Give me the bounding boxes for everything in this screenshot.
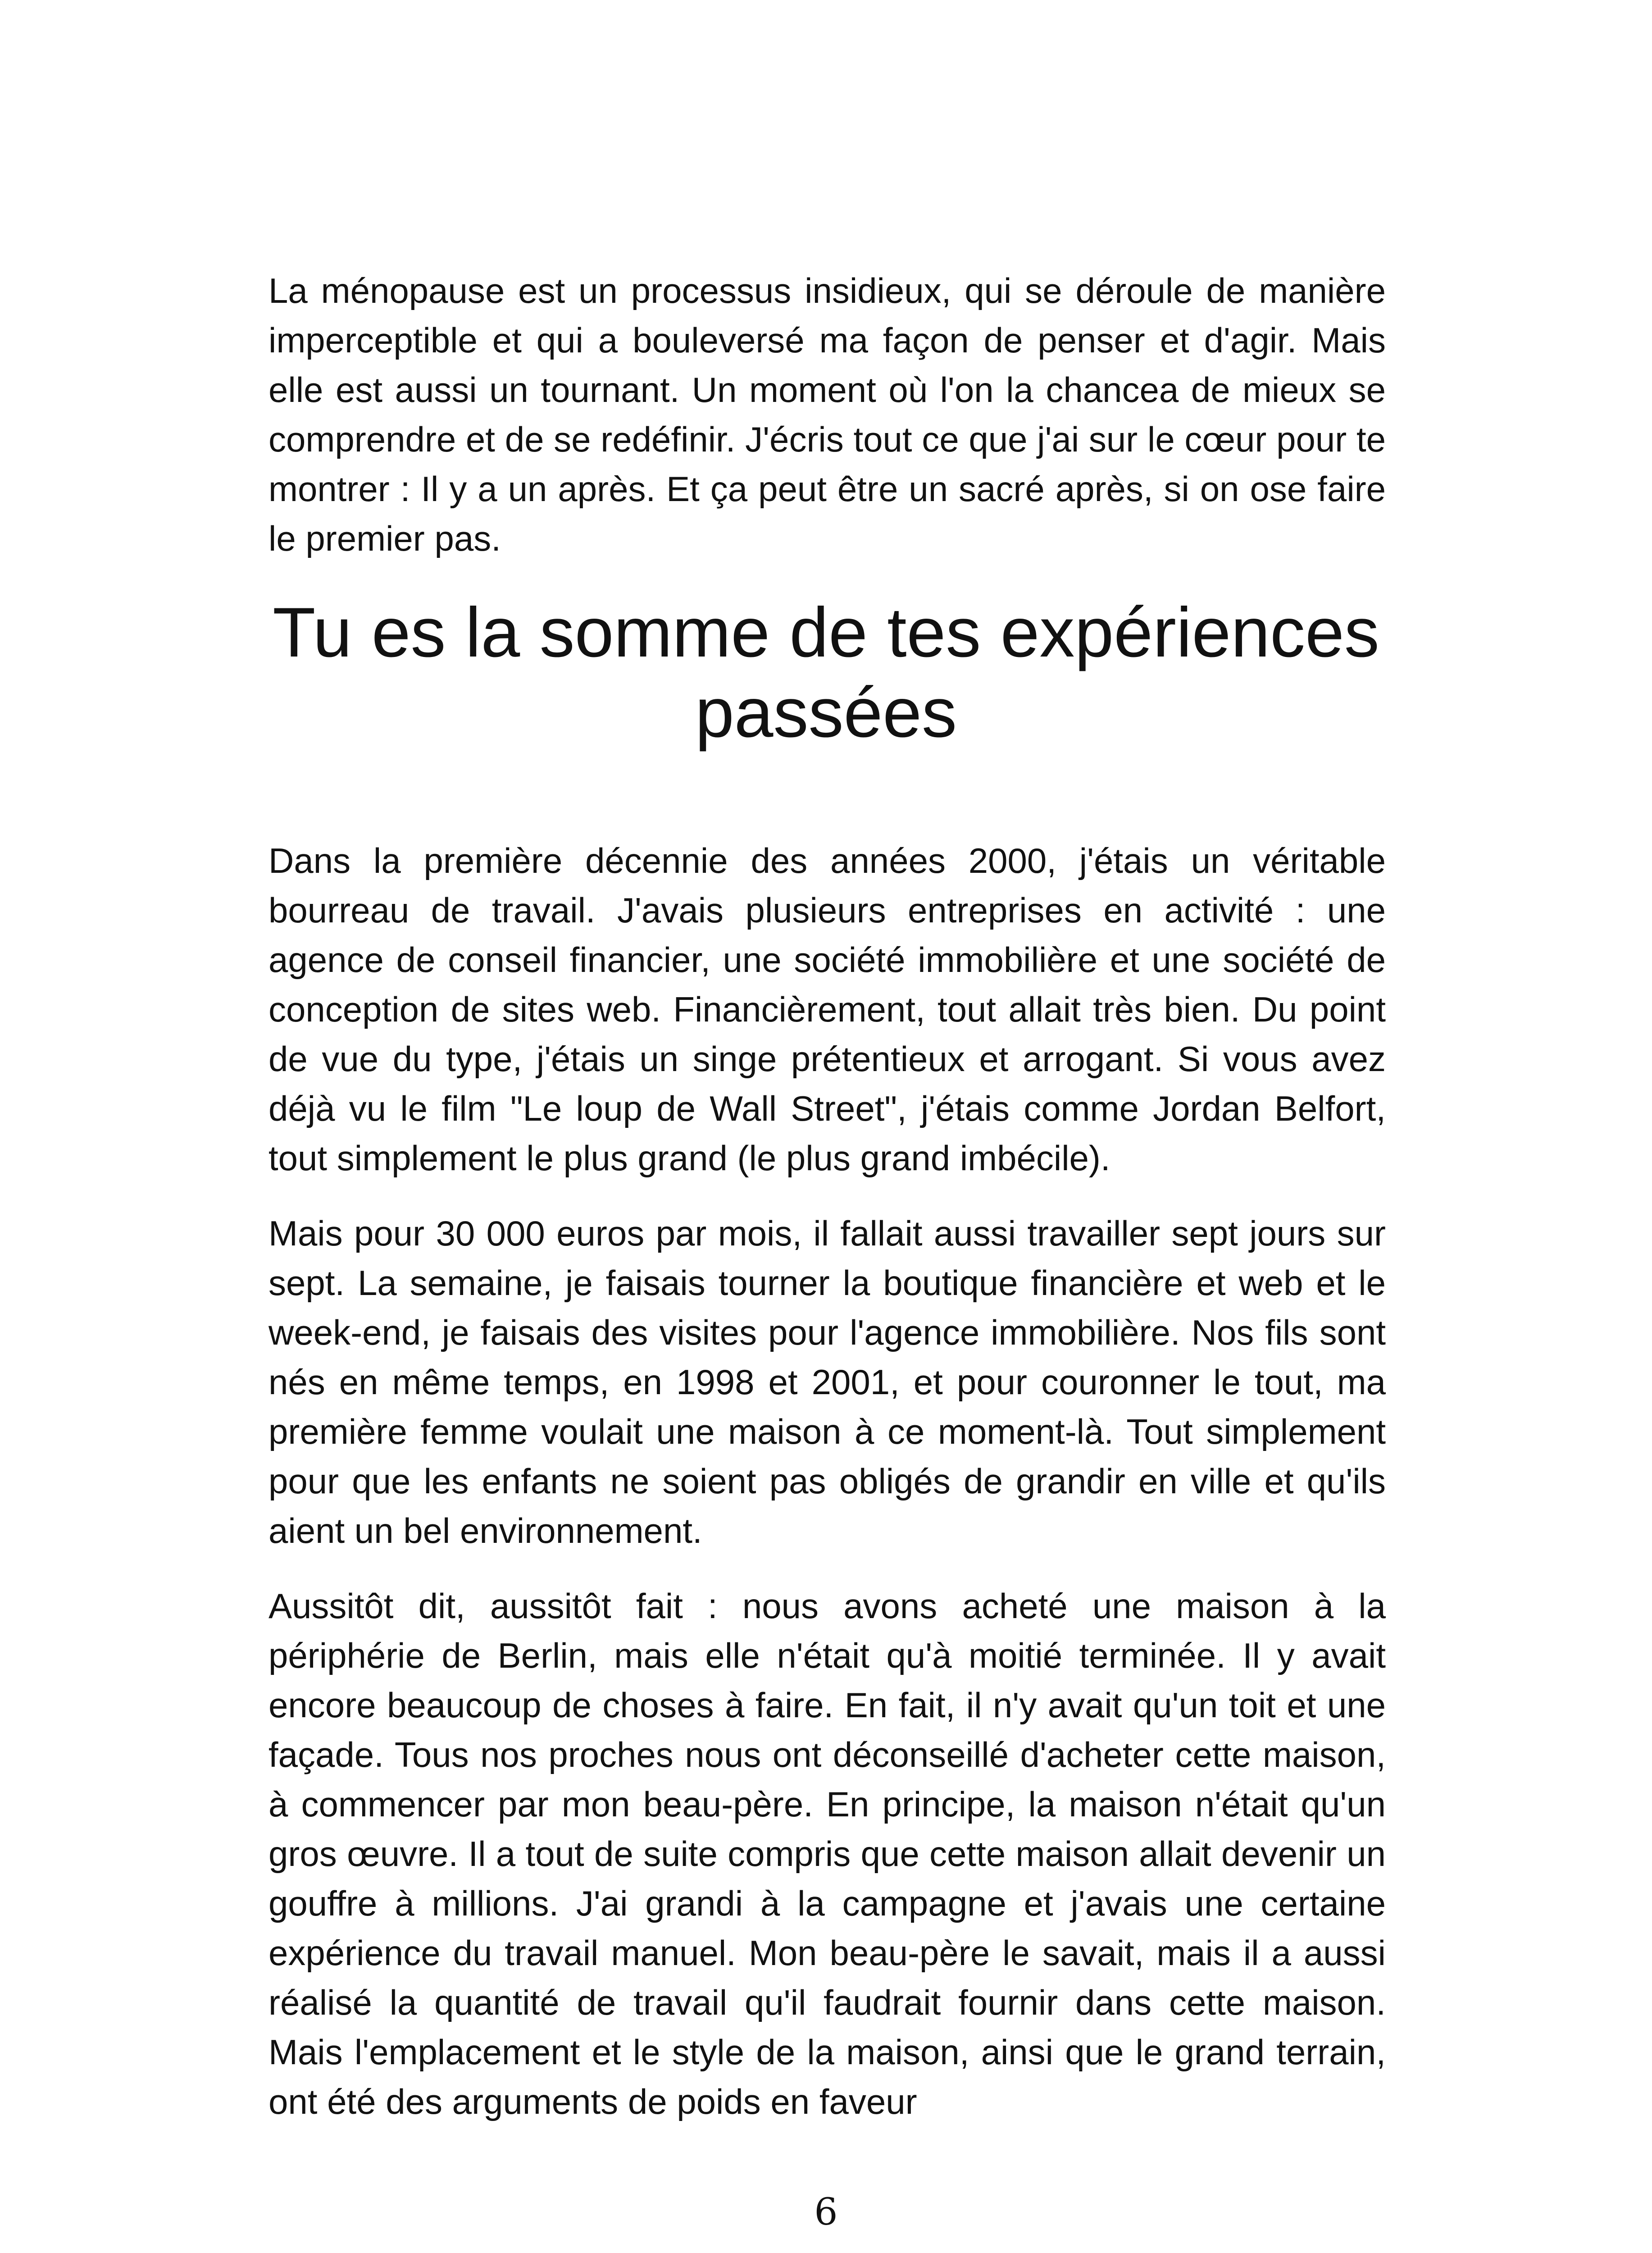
body-text bbox=[269, 836, 1386, 2152]
body-paragraph-3: Aussitôt dit, aussitôt fait : nous avons acheté une maison à la périphérie de Berlin, mais elle n'était qu'à moitié terminée. Il y avait encore beaucoup de choses à faire. En fait, il n'y avait qu'un toit et une façade. Tous nos proches nous ont déconseillé d'acheter cette maison, à commencer par mon beau-père. En principe, la maison n'était qu'un gros œuvre. Il a tout de suite compris que cette maison allait devenir un gouffre à millions. J'ai grandi à la campagne et j'avais une certaine expérience du travail manuel. Mon beau-père le savait, mais il a aussi réalisé la quantité de travail qu'il faudrait fournir dans cette maison. Mais l'emplacement et le style de la maison, ainsi que le grand terrain, ont été des arguments de poids en faveur bbox=[269, 1586, 1386, 2121]
section-heading bbox=[203, 593, 1449, 753]
page-number: 6 bbox=[814, 2191, 838, 2234]
section-heading-line-1: Tu es la somme de tes expériences bbox=[273, 593, 1379, 672]
body-paragraph-1: Dans la première décennie des années 2000, j'étais un véritable bourreau de travail. J'avais plusieurs entreprises en activité : une agence de conseil financier, une société immobilière et une société de conception de sites web. Financièrement, tout allait très bien. Du point de vue du type, j'étais un singe prétentieux et arrogant. Si vous avez déjà vu le film "Le loup de Wall Street", j'étais comme Jordan Belfort, tout simplement le plus grand (le plus grand imbécile). bbox=[269, 841, 1386, 1178]
body-paragraph-2: Mais pour 30 000 euros par mois, il fallait aussi travailler sept jours sur sept. La semaine, je faisais tourner la boutique financière et web et le week-end, je faisais des visites pour l'agence immobilière. Nos fils sont nés en même temps, en 1998 et 2001, et pour couronner le tout, ma première femme voulait une maison à ce moment-là. Tout simplement pour que les enfants ne soient pas obligés de grandir en ville et qu'ils aient un bel environnement. bbox=[269, 1213, 1386, 1551]
intro-paragraph: La ménopause est un processus insidieux, qui se déroule de manière imperceptible et qui a bouleversé ma façon de penser et d'agir. Mais elle est aussi un tournant. Un moment où l'on la chancea de mieux se comprendre et de se redéfinir. J'écris tout ce que j'ai sur le cœur pour te montrer : Il y a un après. Et ça peut être un sacré après, si on ose faire le premier pas. bbox=[269, 271, 1386, 558]
section-heading-line-2: passées bbox=[695, 674, 957, 752]
intro-paragraph-block bbox=[269, 266, 1386, 589]
